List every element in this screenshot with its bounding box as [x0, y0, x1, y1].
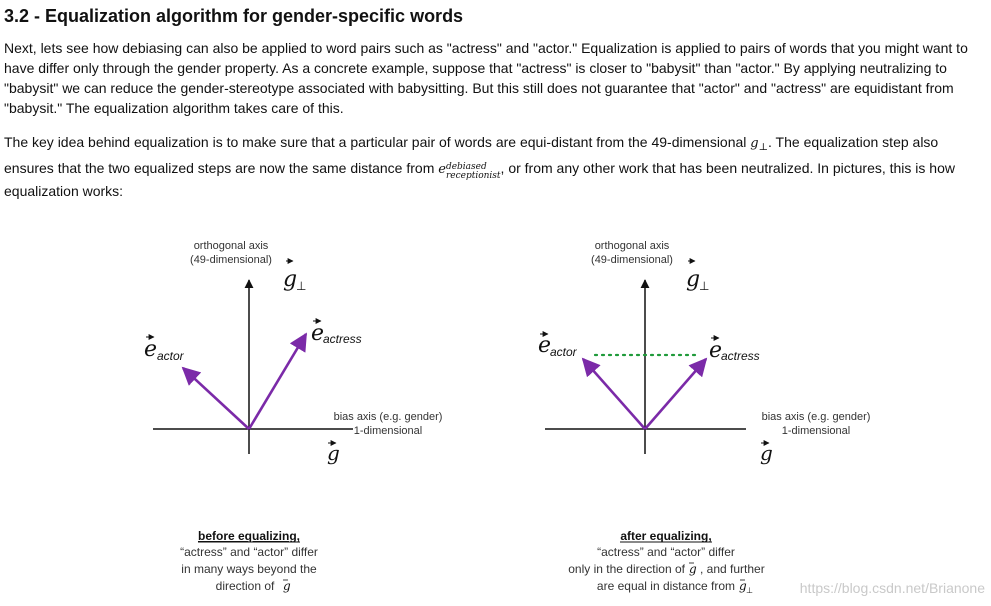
- svg-text:g: g: [686, 267, 701, 292]
- watermark-url: https://blog.csdn.net/Brianone: [799, 580, 985, 596]
- g-perp-symbol: $g_\perp$: [750, 136, 769, 153]
- left-e-actor-label: [144, 337, 185, 363]
- paragraph-intro: Next, lets see how debiasing can also be applied to word pairs such as "actress" and "actor." Equalization is applied to pairs of words that you might want to have differ only through the gender property. As a concrete example, suppose that "actress" is closer to "babysit" than "actor." By applying neutralizing to "babysit" we can reduce the gender-stereotype associated with babysitting. But this still does not guarantee that "actor" and "actress" are equidistant from "babysit." The equalization algorithm takes care of this.: [4, 40, 968, 116]
- svg-text:actress: actress: [323, 332, 362, 346]
- left-caption: [180, 529, 318, 593]
- svg-text:⊥: ⊥: [746, 586, 753, 595]
- left-e-actress-label: [311, 321, 362, 346]
- right-actress-arrow: [645, 359, 706, 429]
- section-heading: 3.2 - Equalization algorithm for gender-specific words: [4, 6, 464, 26]
- svg-text:actress: actress: [721, 349, 760, 363]
- svg-text:g: g: [760, 441, 773, 465]
- svg-text:g: g: [283, 267, 298, 292]
- right-g-perp-icon: [686, 261, 709, 293]
- left-bias-label-2: 1-dimensional: [353, 425, 423, 437]
- svg-text:g: g: [327, 441, 340, 465]
- left-actress-arrow: [249, 334, 306, 429]
- svg-text:⊥: ⊥: [296, 279, 307, 293]
- svg-text:g: g: [689, 562, 697, 576]
- para2-text-1: The key idea behind equalization is to make sure that a particular pair of words are equi-distant from the 49-dimensional: [4, 134, 751, 150]
- equalization-figure: [0, 228, 991, 600]
- para2-text-2: . The equalization step also ensures that the two equalized steps are now the same distance from: [4, 134, 939, 176]
- left-caption-title: before equalizing,: [197, 529, 301, 543]
- svg-text:e: e: [709, 338, 723, 363]
- right-ortho-label-1: orthogonal axis: [594, 240, 670, 252]
- left-caption-line1: “actress” and “actor” differ: [180, 545, 318, 559]
- svg-text:g: g: [283, 579, 291, 593]
- left-caption-line2: in many ways beyond the: [181, 562, 317, 576]
- paragraph-key-idea: [4, 132, 988, 201]
- left-ortho-label-2: (49-dimensional): [190, 254, 272, 266]
- right-caption-line1: “actress” and “actor” differ: [597, 545, 735, 559]
- svg-text:actor: actor: [157, 349, 184, 363]
- svg-text:e: e: [538, 333, 552, 358]
- right-actor-arrow: [583, 359, 645, 429]
- right-g-icon: [760, 441, 773, 465]
- left-ortho-label-1: orthogonal axis: [193, 240, 269, 252]
- right-caption-line3: are equal in distance from: [596, 579, 735, 593]
- left-bias-label-1: bias axis (e.g. gender): [333, 411, 443, 423]
- left-actor-arrow: [183, 368, 249, 429]
- svg-text:e: e: [144, 337, 158, 362]
- left-caption-line3: direction of: [215, 579, 275, 593]
- right-caption-line2b: , and further: [700, 562, 765, 576]
- svg-text:⊥: ⊥: [699, 279, 710, 293]
- para2-text-3: , or from any other work that has been neutralized. In pictures, this is how equalization works:: [4, 160, 955, 199]
- right-e-actor-label: [538, 333, 578, 359]
- left-g-perp-icon: [283, 261, 306, 293]
- right-bias-label-2: 1-dimensional: [781, 425, 851, 437]
- right-e-actress-label: [709, 338, 760, 363]
- right-bias-label-1: bias axis (e.g. gender): [761, 411, 871, 423]
- right-caption-line2a: only in the direction of: [568, 562, 685, 576]
- svg-text:e: e: [311, 321, 325, 346]
- left-g-icon: [327, 441, 340, 465]
- svg-text:g: g: [739, 579, 747, 593]
- right-caption-title: after equalizing,: [620, 529, 712, 543]
- right-diagram: [538, 240, 870, 595]
- left-diagram: [144, 240, 442, 593]
- svg-text:actor: actor: [550, 345, 577, 359]
- right-ortho-label-2: (49-dimensional): [591, 254, 673, 266]
- e-debiased-symbol: e debiased receptionist: [438, 162, 501, 181]
- right-caption: [568, 529, 764, 595]
